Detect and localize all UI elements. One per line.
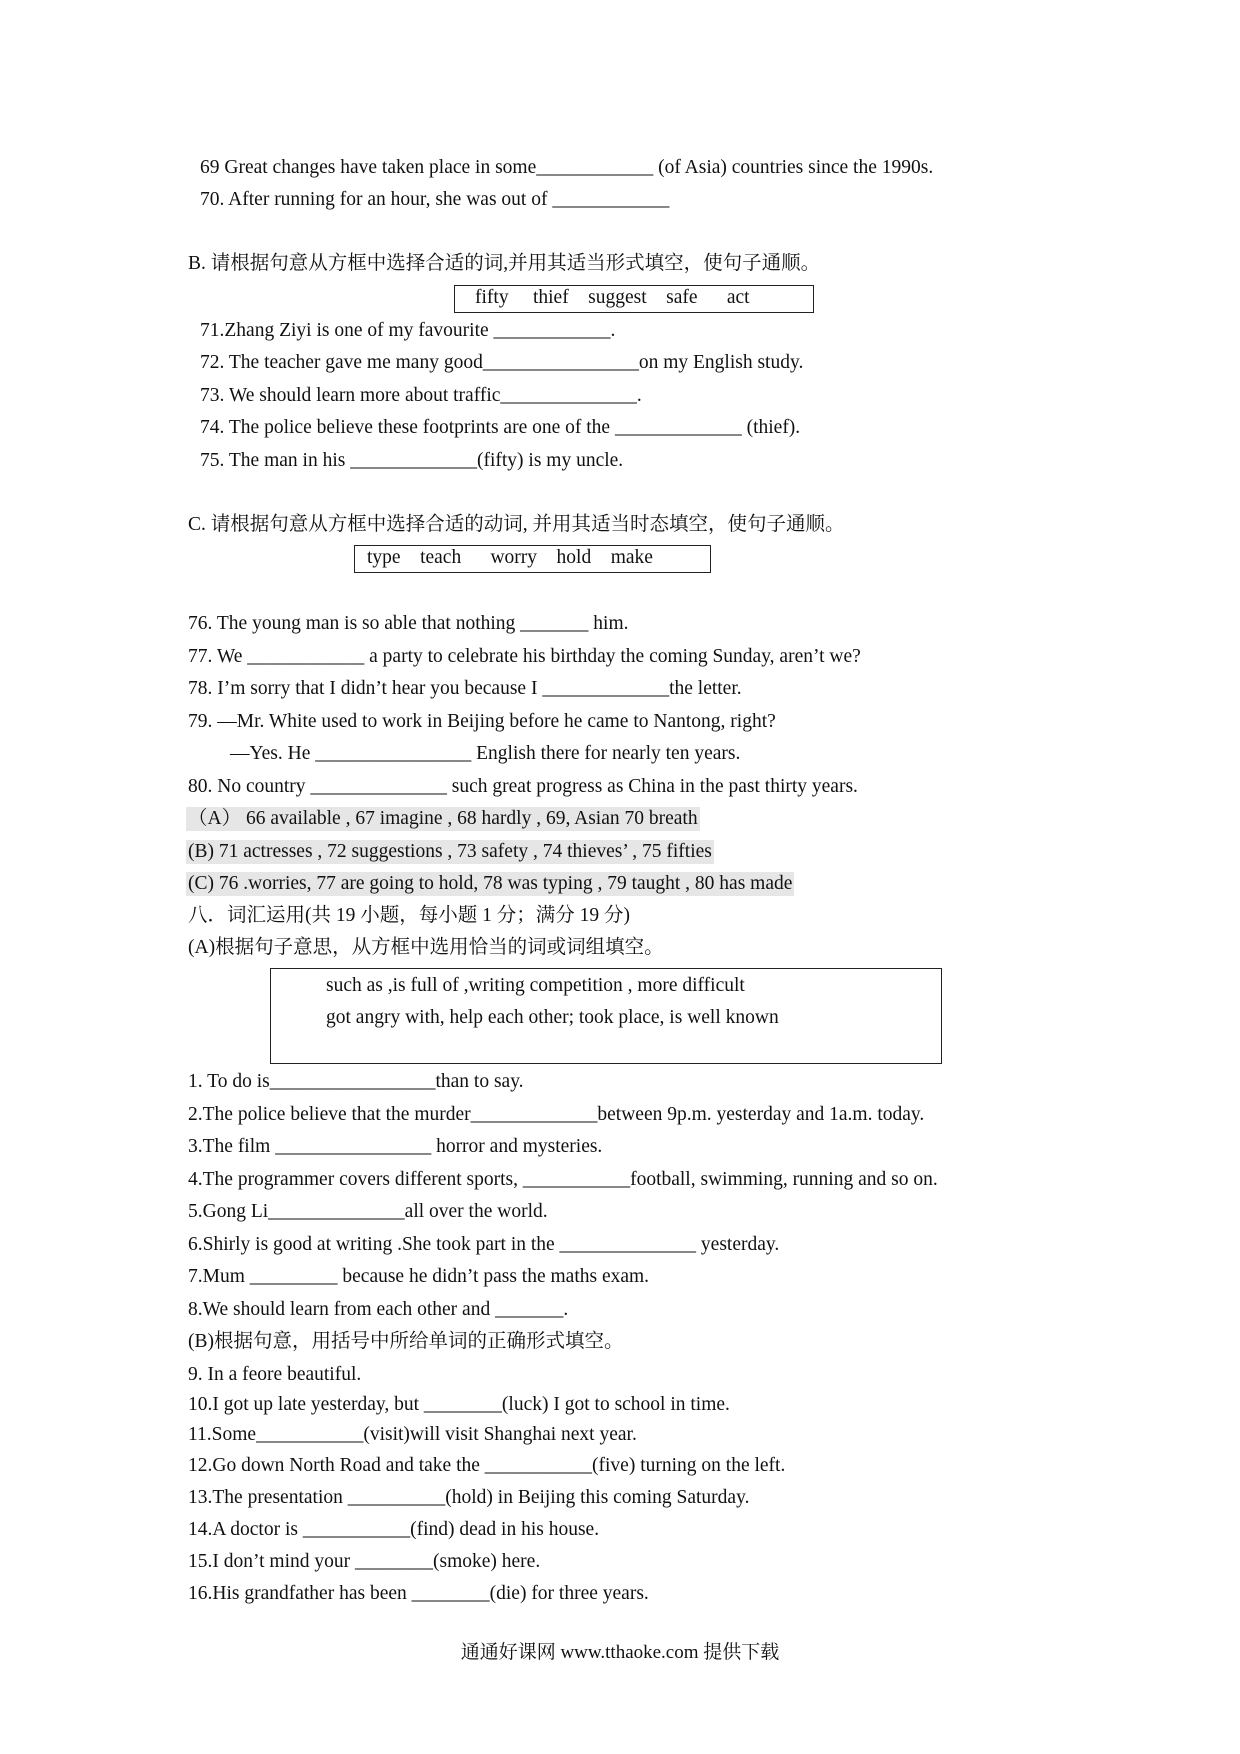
question-11: 11.Some___________(visit)will visit Shanghai next year. [188, 1424, 637, 1445]
question-14: 14.A doctor is ___________(find) dead in his house. [188, 1519, 600, 1540]
question-74: 74. The police believe these footprints are one of the _____________ (thief). [200, 417, 801, 438]
question-71: 71.Zhang Ziyi is one of my favourite ____________. [200, 320, 616, 341]
question-10: 10.I got up late yesterday, but ________(luck) I got to school in time. [188, 1394, 730, 1415]
question-73: 73. We should learn more about traffic______________. [200, 385, 642, 406]
section-b-word-box: fifty thief suggest safe act [454, 285, 814, 313]
answer-key-c: (C) 76 .worries, 77 are going to hold, 78 was typing , 79 taught , 80 has made [188, 873, 793, 894]
part-b-heading: (B)根据句意，用括号中所给单词的正确形式填空。 [188, 1331, 624, 1352]
question-77: 77. We ____________ a party to celebrate his birthday the coming Sunday, aren’t we? [188, 646, 861, 667]
question-13: 13.The presentation __________(hold) in Beijing this coming Saturday. [188, 1487, 750, 1508]
part-a-word-box [270, 968, 942, 1064]
question-76: 76. The young man is so able that nothing _______ him. [188, 613, 629, 634]
question-75: 75. The man in his _____________(fifty) is my uncle. [200, 450, 624, 471]
section-c-heading: C. 请根据句意从方框中选择合适的动词, 并用其适当时态填空，使句子通顺。 [188, 514, 845, 535]
footer-watermark: 通通好课网 www.tthaoke.com 提供下载 [460, 1642, 780, 1663]
question-8: 8.We should learn from each other and _______. [188, 1299, 569, 1320]
question-5: 5.Gong Li______________all over the world. [188, 1201, 548, 1222]
section-8-heading: 八．词汇运用(共 19 小题，每小题 1 分；满分 19 分) [188, 905, 630, 926]
part-a-heading: (A)根据句子意思，从方框中选用恰当的词或词组填空。 [188, 937, 664, 958]
question-1: 1. To do is_________________than to say. [188, 1071, 524, 1092]
question-16: 16.His grandfather has been ________(die) for three years. [188, 1583, 649, 1604]
question-2: 2.The police believe that the murder_____________between 9p.m. yesterday and 1a.m. today. [188, 1104, 925, 1125]
question-9: 9. In a feore beautiful. [188, 1364, 362, 1385]
word-box-line-2: got angry with, help each other; took place, is well known [326, 1007, 779, 1028]
question-7: 7.Mum _________ because he didn’t pass the maths exam. [188, 1266, 650, 1287]
question-3: 3.The film ________________ horror and mysteries. [188, 1136, 603, 1157]
question-12: 12.Go down North Road and take the ___________(five) turning on the left. [188, 1455, 786, 1476]
question-70: 70. After running for an hour, she was out of ____________ [200, 189, 670, 210]
question-15: 15.I don’t mind your ________(smoke) here. [188, 1551, 541, 1572]
question-72: 72. The teacher gave me many good________________on my English study. [200, 352, 804, 373]
word-box-line-1: such as ,is full of ,writing competition , more difficult [326, 975, 745, 996]
section-c-word-box: type teach worry hold make [354, 545, 711, 573]
answer-key-a: （A） 66 available , 67 imagine , 68 hardly , 69, Asian 70 breath [188, 808, 698, 829]
question-6: 6.Shirly is good at writing .She took part in the ______________ yesterday. [188, 1234, 780, 1255]
section-b-heading: B. 请根据句意从方框中选择合适的词,并用其适当形式填空，使句子通顺。 [188, 253, 821, 274]
answer-key-b: (B) 71 actresses , 72 suggestions , 73 safety , 74 thieves’ , 75 fifties [188, 841, 712, 862]
question-69: 69 Great changes have taken place in some____________ (of Asia) countries since the 1990s. [200, 157, 934, 178]
question-80: 80. No country ______________ such great progress as China in the past thirty years. [188, 776, 858, 797]
question-78: 78. I’m sorry that I didn’t hear you because I _____________the letter. [188, 678, 742, 699]
question-79: 79. —Mr. White used to work in Beijing before he came to Nantong, right? [188, 711, 776, 732]
question-4: 4.The programmer covers different sports, ___________football, swimming, running and so on. [188, 1169, 938, 1190]
question-79-reply: —Yes. He ________________ English there for nearly ten years. [230, 743, 741, 764]
